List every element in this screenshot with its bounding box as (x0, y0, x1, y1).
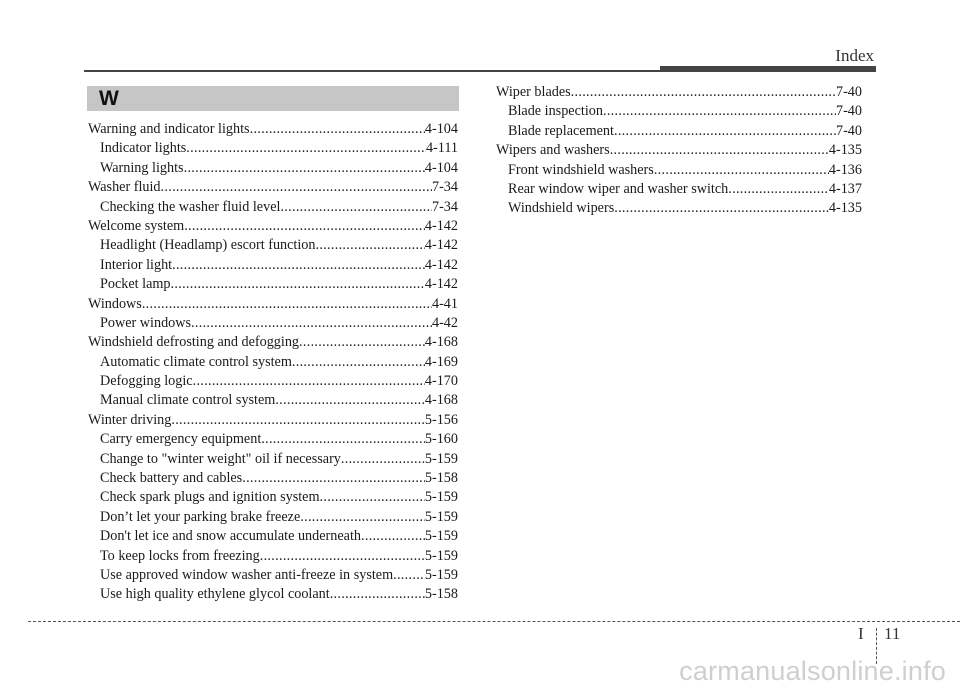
index-entry-text: Use approved window washer anti-freeze in system (100, 566, 394, 583)
index-subentry (88, 547, 458, 566)
dot-leader (193, 372, 425, 391)
index-page-ref: 7-34 (431, 198, 458, 215)
index-entry-text: Blade inspection (508, 103, 603, 120)
dot-leader (610, 141, 829, 160)
dot-leader (260, 547, 425, 566)
index-entry-text: Check battery and cables (100, 470, 243, 487)
dot-leader (184, 217, 425, 236)
index-entry-text: Automatic climate control system (100, 353, 292, 370)
index-page-ref: 5-159 (424, 528, 458, 545)
index-page-ref: 4-169 (424, 353, 458, 370)
dot-leader (242, 469, 425, 488)
page-title: Index (835, 46, 874, 65)
index-entry-text: Warning lights (100, 159, 184, 176)
index-page-ref: 5-156 (424, 411, 458, 428)
index-entry-text: Use high quality ethylene glycol coolant (100, 586, 330, 603)
index-page-ref: 4-111 (425, 140, 458, 157)
index-subentry (88, 159, 458, 178)
index-entry-text: Don't let ice and snow accumulate underneath (100, 528, 361, 545)
index-column-left (88, 120, 458, 605)
dot-leader (316, 236, 425, 255)
index-page-ref: 4-135 (828, 200, 862, 217)
index-subentry (88, 314, 458, 333)
index-subentry (496, 180, 862, 199)
dot-leader (393, 566, 425, 585)
index-subentry (88, 353, 458, 372)
dot-leader (320, 488, 425, 507)
index-page-ref: 4-42 (431, 314, 458, 331)
dot-leader (603, 102, 836, 121)
dot-leader (186, 139, 426, 158)
index-entry-text: Pocket lamp (100, 276, 171, 293)
index-entry-text: Wiper blades (496, 84, 571, 100)
index-page-ref: 4-41 (431, 295, 458, 312)
index-page-ref: 5-158 (424, 470, 458, 487)
page-section: I (858, 624, 864, 643)
index-subentry (88, 488, 458, 507)
index-subentry (88, 508, 458, 527)
index-page-ref: 4-142 (424, 276, 458, 293)
dot-leader (728, 180, 829, 199)
index-subentry (88, 236, 458, 255)
index-page-ref: 5-159 (424, 547, 458, 564)
index-entry-text: Washer fluid (88, 179, 161, 196)
index-entry-text: Windshield defrosting and defogging (88, 334, 300, 351)
index-subentry (496, 199, 862, 218)
dot-leader (614, 122, 836, 141)
index-column-right (496, 83, 862, 219)
dot-leader (571, 83, 836, 102)
dot-leader (171, 275, 425, 294)
index-entry (496, 83, 862, 102)
index-subentry (88, 372, 458, 391)
index-entry-text: Check spark plugs and ignition system (100, 489, 320, 506)
index-subentry (88, 275, 458, 294)
index-page-ref: 4-142 (424, 217, 458, 234)
index-entry (496, 141, 862, 160)
index-page-ref: 4-170 (424, 373, 458, 390)
index-entry (88, 333, 458, 352)
index-page-ref: 4-168 (424, 334, 458, 351)
dot-leader (361, 527, 425, 546)
dot-leader (275, 391, 425, 410)
index-entry-text: Interior light (100, 256, 173, 273)
index-page-ref: 5-159 (424, 566, 458, 583)
dot-leader (292, 353, 425, 372)
index-entry-text: Blade replacement (508, 122, 614, 139)
index-page-ref: 4-168 (424, 392, 458, 409)
dot-leader (191, 314, 432, 333)
index-entry-text: Change to "winter weight" oil if necessary (100, 450, 341, 467)
index-page-ref: 5-159 (424, 508, 458, 525)
index-page-ref: 4-136 (828, 161, 862, 178)
index-subentry (496, 161, 862, 180)
dot-leader (184, 159, 425, 178)
index-entry-text: Welcome system (88, 217, 185, 234)
dot-leader (171, 411, 425, 430)
index-entry-text: Windshield wipers (508, 200, 615, 217)
index-subentry (88, 430, 458, 449)
index-entry-text: Indicator lights (100, 140, 187, 157)
dot-leader (142, 295, 432, 314)
index-page-ref: 7-40 (835, 84, 862, 100)
index-subentry (496, 122, 862, 141)
index-subentry (88, 391, 458, 410)
index-entry-text: To keep locks from freezing (100, 547, 260, 564)
index-page-ref: 4-137 (828, 180, 862, 197)
header-rule-accent (660, 66, 876, 72)
dot-leader (654, 161, 829, 180)
dot-leader (261, 430, 425, 449)
watermark: carmanualsonline.info (679, 656, 946, 686)
index-entry-text: Windows (88, 295, 142, 312)
index-entry (88, 295, 458, 314)
dot-leader (330, 585, 425, 604)
index-entry-text: Checking the washer fluid level (100, 198, 281, 215)
dot-leader (341, 450, 425, 469)
index-subentry (88, 139, 458, 158)
index-entry-text: Defogging logic (100, 373, 193, 390)
index-page-ref: 5-158 (424, 586, 458, 603)
index-entry-text: Manual climate control system (100, 392, 276, 409)
index-page-ref: 5-159 (424, 450, 458, 467)
index-entry-text: Front windshield washers (508, 161, 654, 178)
dot-leader (280, 198, 432, 217)
index-page-ref: 7-34 (431, 179, 458, 196)
index-subentry (88, 198, 458, 217)
index-entry-text: Headlight (Headlamp) escort function (100, 237, 316, 254)
dot-leader (300, 508, 425, 527)
header-rule (84, 70, 660, 72)
index-page-ref: 7-40 (835, 103, 862, 120)
index-page-ref: 4-135 (828, 142, 862, 159)
index-subentry (496, 102, 862, 121)
index-subentry (88, 256, 458, 275)
dot-leader (250, 120, 425, 139)
dot-leader (161, 178, 432, 197)
index-entry (88, 178, 458, 197)
index-subentry (88, 527, 458, 546)
dot-leader (614, 199, 829, 218)
index-page-ref: 5-159 (424, 489, 458, 506)
index-entry-text: Warning and indicator lights (88, 121, 250, 137)
index-entry-text: Rear window wiper and washer switch (508, 180, 729, 197)
index-page-ref: 7-40 (835, 122, 862, 139)
index-subentry (88, 450, 458, 469)
index-entry (88, 217, 458, 236)
index-page-ref: 4-142 (424, 256, 458, 273)
index-entry (88, 120, 458, 139)
index-subentry (88, 585, 458, 604)
index-page-ref: 5-160 (424, 431, 458, 448)
index-entry-text: Power windows (100, 314, 192, 331)
index-subentry (88, 469, 458, 488)
index-entry-text: Carry emergency equipment (100, 431, 262, 448)
index-entry-text: Winter driving (88, 411, 172, 428)
index-entry-text: Don’t let your parking brake freeze (100, 508, 301, 525)
section-letter-band (87, 86, 459, 111)
footer-rule (28, 621, 960, 622)
index-entry-text: Wipers and washers (496, 142, 610, 159)
index-page-ref: 4-142 (424, 237, 458, 254)
index-entry (88, 411, 458, 430)
dot-leader (172, 256, 425, 275)
dot-leader (299, 333, 425, 352)
index-page-ref: 4-104 (424, 159, 458, 176)
index-page-ref: 4-104 (424, 121, 458, 137)
section-letter: W (99, 87, 119, 110)
page-number: 11 (884, 624, 901, 643)
index-subentry (88, 566, 458, 585)
